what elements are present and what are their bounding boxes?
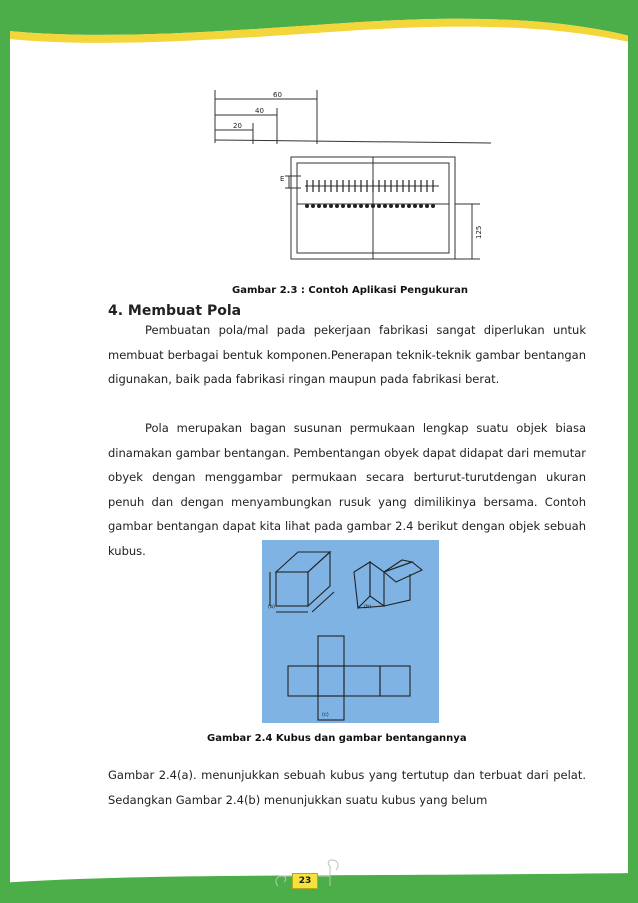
label-a: (a)	[268, 604, 275, 610]
section-heading: 4. Membuat Pola	[108, 303, 242, 319]
left-border-strip	[0, 0, 10, 903]
label-c: (c)	[322, 712, 329, 718]
paragraph-figure-description: Gambar 2.4(a). menunjukkan sebuah kubus yang tertutup dan terbuat dari pelat. Sedangkan Gambar 2.4(b) menunjukkan suatu kubus yang belum	[108, 768, 586, 807]
figure-2-4-caption: Gambar 2.4 Kubus dan gambar bentangannya	[207, 733, 467, 744]
figure-cube-net	[262, 540, 439, 723]
dim-125: 125	[475, 225, 483, 239]
figure-measurement-drawing	[205, 88, 495, 270]
dim-60: 60	[273, 91, 282, 99]
label-e: E	[280, 175, 285, 183]
dim-40: 40	[255, 107, 264, 115]
top-decoration	[0, 0, 638, 75]
page-number: 23	[292, 873, 318, 889]
paragraph-pola-intro: Pembuatan pola/mal pada pekerjaan fabrikasi sangat diperlukan untuk membuat berbagai bentuk komponen.Penerapan teknik-teknik gambar bentangan digunakan, baik pada fabrikasi ringan maupun pada fabrikasi berat.	[108, 323, 586, 386]
figure-2-3-caption: Gambar 2.3 : Contoh Aplikasi Pengukuran	[232, 285, 469, 296]
paragraph-pola-definition: Pola merupakan bagan susunan permukaan lengkap suatu objek biasa dinamakan gambar bentangan. Pembentangan obyek dapat didapat dari memutar obyek dengan menggambar permukaan secara berturut-turutdengan ukuran penuh dan dengan menyambungkan rusuk yang dimilikinya bersama. Contoh gambar bentangan dapat kita lihat pada gambar 2.4 berikut dengan objek sebuah kubus.	[108, 421, 586, 558]
dim-20: 20	[233, 122, 242, 130]
label-b: (b)	[364, 604, 372, 610]
right-border-strip	[628, 0, 638, 903]
